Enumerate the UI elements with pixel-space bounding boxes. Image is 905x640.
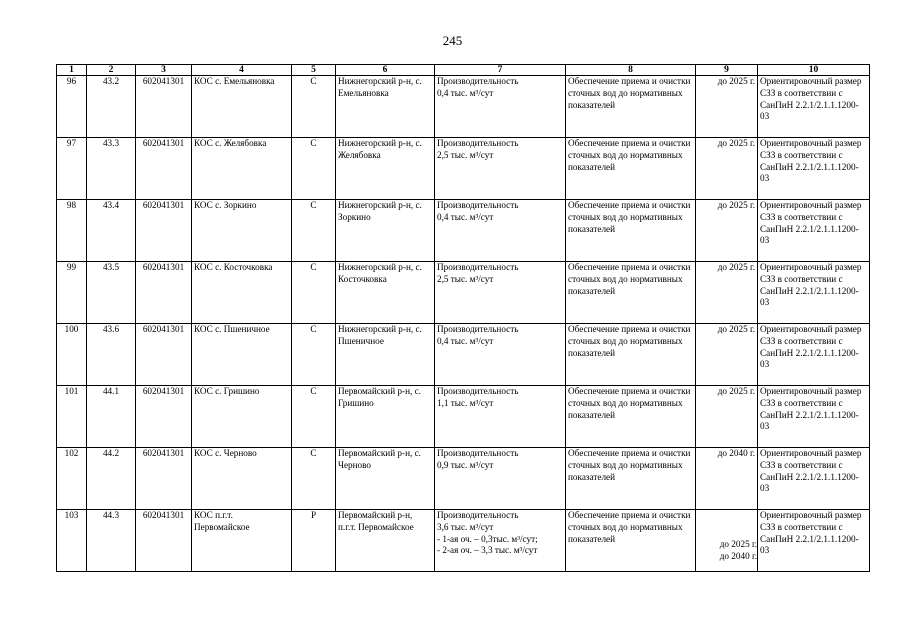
row-number-cell: 102 [57, 448, 87, 510]
code-cell: 44.3 [87, 510, 136, 572]
register-table [56, 64, 870, 572]
capacity-line: 1,1 тыс. м³/сут [437, 397, 494, 408]
note-cell: Ориентировочный размер СЗЗ в соответствии с СанПиН 2.2.1/2.1.1.1200-03 [758, 138, 870, 200]
code-cell: 43.4 [87, 200, 136, 262]
location-cell: Нижнегорский р-н, с. Косточковка [336, 262, 435, 324]
col-header: 6 [336, 65, 435, 76]
capacity-line: 0,9 тыс. м³/сут [437, 459, 494, 470]
row-number-cell: 101 [57, 386, 87, 448]
okpd-cell: 602041301 [136, 76, 192, 138]
col-header: 5 [292, 65, 336, 76]
capacity-line: Производительность [437, 262, 519, 272]
location-cell: Нижнегорский р-н, с. Емельяновка [336, 76, 435, 138]
capacity-cell [435, 76, 566, 138]
okpd-cell: 602041301 [136, 510, 192, 572]
code-cell: 44.2 [87, 448, 136, 510]
table-row [57, 200, 870, 262]
code-cell: 43.3 [87, 138, 136, 200]
capacity-line: - 1-ая оч. – 0,3тыс. м³/сут; [437, 533, 538, 544]
note-cell: Ориентировочный размер СЗЗ в соответствии с СанПиН 2.2.1/2.1.1.1200-03 [758, 262, 870, 324]
capacity-line: 3,6 тыс. м³/сут [437, 521, 494, 532]
col-header: 1 [57, 65, 87, 76]
row-number-cell: 100 [57, 324, 87, 386]
capacity-cell [435, 448, 566, 510]
deadline-list [720, 539, 757, 563]
object-name-cell: КОС с. Желябовка [192, 138, 292, 200]
table-row [57, 262, 870, 324]
capacity-line: - 2-ая оч. – 3,3 тыс. м³/сут [437, 545, 538, 556]
capacity-line: Производительность [437, 448, 519, 458]
row-number-cell: 98 [57, 200, 87, 262]
capacity-line: Производительность [437, 386, 519, 396]
deadline-cell [696, 262, 758, 324]
table-row [57, 138, 870, 200]
deadline-value: до 2025 г. [717, 386, 755, 396]
object-name-cell: КОС с. Емельяновка [192, 76, 292, 138]
capacity-cell [435, 386, 566, 448]
okpd-cell: 602041301 [136, 138, 192, 200]
object-name-cell: КОС с. Косточковка [192, 262, 292, 324]
deadline-cell [696, 138, 758, 200]
capacity-cell [435, 510, 566, 572]
capacity-line: 0,4 тыс. м³/сут [437, 87, 494, 98]
code-cell: 43.6 [87, 324, 136, 386]
code-cell: 44.1 [87, 386, 136, 448]
object-name-cell: КОС с. Гришино [192, 386, 292, 448]
deadline-value: до 2025 г. [717, 200, 755, 210]
okpd-cell: 602041301 [136, 324, 192, 386]
capacity-cell [435, 200, 566, 262]
deadline-cell [696, 76, 758, 138]
note-cell: Ориентировочный размер СЗЗ в соответствии с СанПиН 2.2.1/2.1.1.1200-03 [758, 76, 870, 138]
col-header: 3 [136, 65, 192, 76]
row-number-cell: 99 [57, 262, 87, 324]
page-number: 245 [442, 33, 463, 48]
object-name-cell: КОС п.г.т. Первомайское [192, 510, 292, 572]
code-cell: 43.2 [87, 76, 136, 138]
status-cell: С [292, 138, 336, 200]
row-number-cell: 103 [57, 510, 87, 572]
location-cell: Первомайский р-н, с. Гришино [336, 386, 435, 448]
purpose-cell: Обеспечение приема и очистки сточных вод до нормативных показателей [566, 448, 696, 510]
location-cell: Нижнегорский р-н, с. Желябовка [336, 138, 435, 200]
purpose-cell: Обеспечение приема и очистки сточных вод до нормативных показателей [566, 200, 696, 262]
col-header: 10 [758, 65, 870, 76]
okpd-cell: 602041301 [136, 448, 192, 510]
okpd-cell: 602041301 [136, 386, 192, 448]
capacity-line: Производительность [437, 200, 519, 210]
okpd-cell: 602041301 [136, 200, 192, 262]
capacity-line: Производительность [437, 138, 519, 148]
capacity-line: 2,5 тыс. м³/сут [437, 273, 494, 284]
deadline-cell [696, 448, 758, 510]
row-number-cell: 96 [57, 76, 87, 138]
object-name-cell: КОС с. Зоркино [192, 200, 292, 262]
col-header: 4 [192, 65, 292, 76]
table-row [57, 386, 870, 448]
deadline-value: до 2040 г. [717, 448, 755, 458]
deadline-value: до 2040 г. [719, 551, 757, 562]
deadline-cell [696, 200, 758, 262]
row-number-cell: 97 [57, 138, 87, 200]
purpose-cell: Обеспечение приема и очистки сточных вод до нормативных показателей [566, 386, 696, 448]
deadline-value: до 2025 г. [717, 324, 755, 334]
note-cell: Ориентировочный размер СЗЗ в соответствии с СанПиН 2.2.1/2.1.1.1200-03 [758, 324, 870, 386]
status-cell: С [292, 386, 336, 448]
table-row [57, 76, 870, 138]
purpose-cell: Обеспечение приема и очистки сточных вод до нормативных показателей [566, 324, 696, 386]
table-row [57, 510, 870, 572]
purpose-cell: Обеспечение приема и очистки сточных вод до нормативных показателей [566, 76, 696, 138]
location-cell: Первомайский р-н, п.г.т. Первомайское [336, 510, 435, 572]
status-cell: Р [292, 510, 336, 572]
capacity-cell [435, 324, 566, 386]
status-cell: С [292, 448, 336, 510]
deadline-value: до 2025 г. [717, 138, 755, 148]
capacity-cell [435, 262, 566, 324]
code-cell: 43.5 [87, 262, 136, 324]
col-header: 7 [435, 65, 566, 76]
note-cell: Ориентировочный размер СЗЗ в соответствии с СанПиН 2.2.1/2.1.1.1200-03 [758, 510, 870, 572]
capacity-line: Производительность [437, 324, 519, 334]
capacity-line: Производительность [437, 76, 519, 86]
purpose-cell: Обеспечение приема и очистки сточных вод до нормативных показателей [566, 262, 696, 324]
object-name-cell: КОС с. Черново [192, 448, 292, 510]
deadline-cell [696, 510, 758, 572]
purpose-cell: Обеспечение приема и очистки сточных вод до нормативных показателей [566, 138, 696, 200]
deadline-value: до 2025 г. [717, 76, 755, 86]
note-cell: Ориентировочный размер СЗЗ в соответствии с СанПиН 2.2.1/2.1.1.1200-03 [758, 448, 870, 510]
status-cell: С [292, 76, 336, 138]
col-header: 2 [87, 65, 136, 76]
status-cell: С [292, 262, 336, 324]
col-header: 8 [566, 65, 696, 76]
capacity-line: Производительность [437, 510, 519, 520]
table-row [57, 448, 870, 510]
capacity-line: 2,5 тыс. м³/сут [437, 149, 494, 160]
col-header: 9 [696, 65, 758, 76]
table-row [57, 324, 870, 386]
deadline-value: до 2025 г. [719, 539, 757, 550]
deadline-cell [696, 386, 758, 448]
capacity-line: 0,4 тыс. м³/сут [437, 335, 494, 346]
capacity-cell [435, 138, 566, 200]
capacity-line: 0,4 тыс. м³/сут [437, 211, 494, 222]
header-row [57, 65, 870, 76]
note-cell: Ориентировочный размер СЗЗ в соответствии с СанПиН 2.2.1/2.1.1.1200-03 [758, 200, 870, 262]
note-cell: Ориентировочный размер СЗЗ в соответствии с СанПиН 2.2.1/2.1.1.1200-03 [758, 386, 870, 448]
deadline-cell [696, 324, 758, 386]
deadline-value: до 2025 г. [717, 262, 755, 272]
location-cell: Нижнегорский р-н, с. Пшеничное [336, 324, 435, 386]
purpose-cell: Обеспечение приема и очистки сточных вод до нормативных показателей [566, 510, 696, 572]
location-cell: Первомайский р-н, с. Черново [336, 448, 435, 510]
object-name-cell: КОС с. Пшеничное [192, 324, 292, 386]
location-cell: Нижнегорский р-н, с. Зоркино [336, 200, 435, 262]
status-cell: С [292, 200, 336, 262]
status-cell: С [292, 324, 336, 386]
okpd-cell: 602041301 [136, 262, 192, 324]
